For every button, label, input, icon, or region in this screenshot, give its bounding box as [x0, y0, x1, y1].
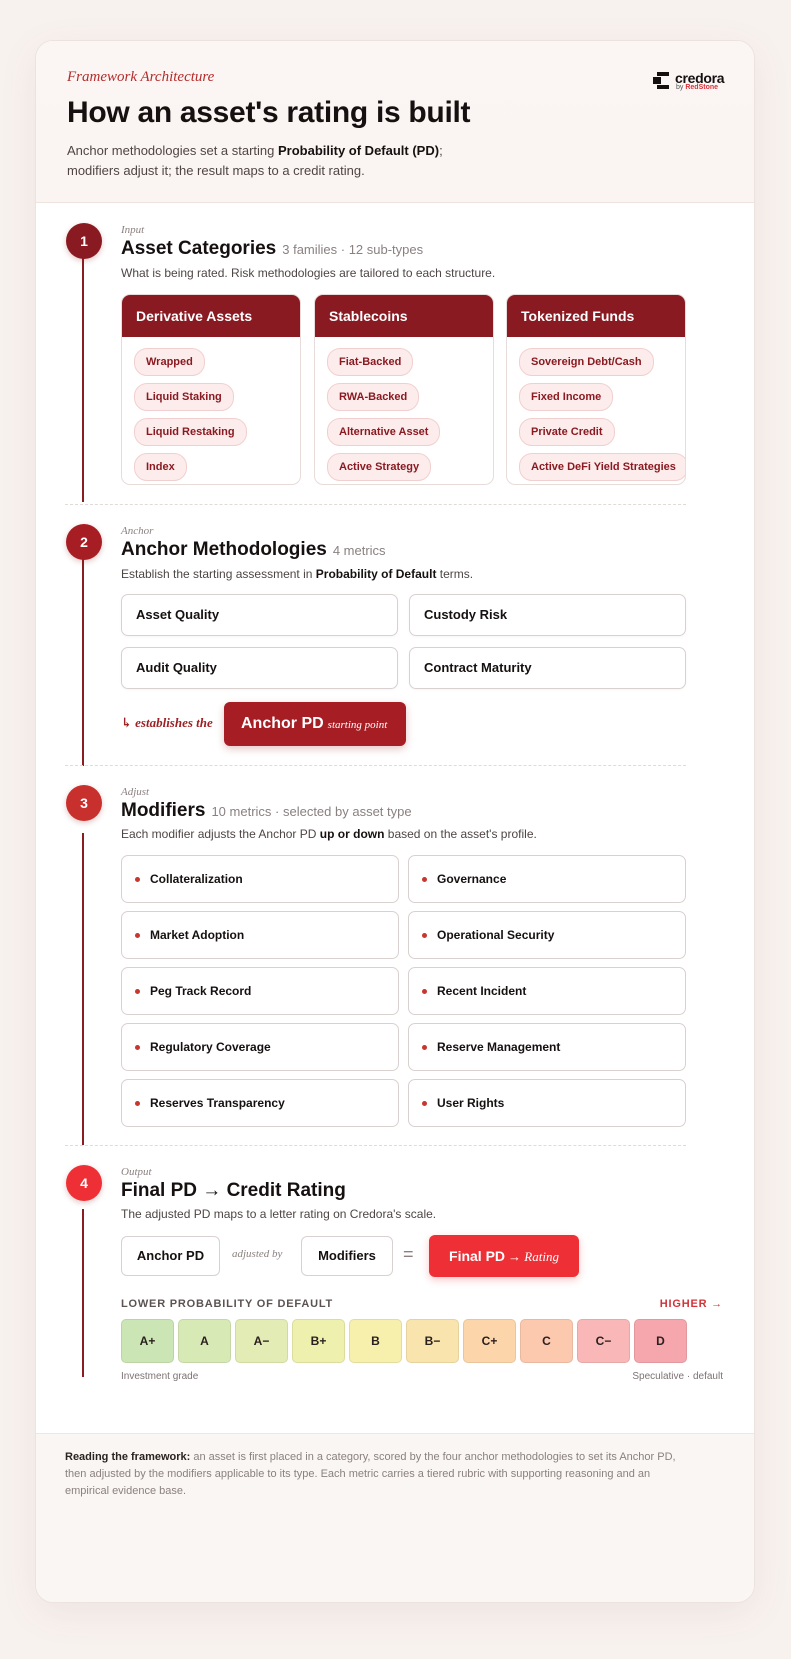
bullet-icon — [135, 877, 140, 882]
category-card-tokenized-funds — [506, 294, 686, 485]
scale-right-label: HIGHER → — [659, 1298, 723, 1310]
subtype-chip: Liquid Restaking — [134, 418, 247, 446]
bullet-icon — [135, 1101, 140, 1106]
modifier-item: User Rights — [408, 1079, 686, 1127]
methodology-contract-maturity: Contract Maturity — [409, 647, 686, 689]
equals-sign: = — [403, 1244, 414, 1264]
bullet-icon — [135, 1045, 140, 1050]
equation-adjusted-by: adjusted by — [232, 1248, 283, 1260]
step-description: The adjusted PD maps to a letter rating on Credora's scale. — [121, 1207, 437, 1221]
timeline-rail-2 — [82, 557, 84, 766]
rating-grade: B− — [406, 1319, 459, 1363]
step-description: What is being rated. Risk methodologies are tailored to each structure. — [121, 266, 496, 280]
eyebrow: Framework Architecture — [67, 69, 215, 85]
page-title: How an asset's rating is built — [67, 96, 471, 129]
rating-grade: B+ — [292, 1319, 345, 1363]
bullet-icon — [422, 933, 427, 938]
category-card-stablecoins — [314, 294, 494, 485]
subtype-chip: Liquid Staking — [134, 383, 234, 411]
step-label: Anchor — [121, 525, 154, 537]
logo-byline: by RedStone — [676, 84, 719, 91]
bullet-icon — [422, 989, 427, 994]
step-label: Input — [121, 224, 145, 236]
header — [36, 41, 754, 203]
modifier-item: Market Adoption — [121, 911, 399, 959]
credora-logo — [653, 71, 723, 93]
bullet-icon — [422, 1101, 427, 1106]
subtype-chip: Index — [134, 453, 187, 481]
category-title: Derivative Assets — [122, 295, 300, 337]
section-divider — [65, 765, 686, 766]
subtype-chip: Private Credit — [519, 418, 615, 446]
logo-wordmark: credora — [675, 70, 725, 86]
subtype-chip: Active Strategy — [327, 453, 431, 481]
category-title: Tokenized Funds — [507, 295, 685, 337]
rating-grade: C− — [577, 1319, 630, 1363]
methodology-audit-quality: Audit Quality — [121, 647, 398, 689]
step-number-2: 2 — [66, 524, 102, 560]
timeline-rail-1 — [82, 256, 84, 502]
section-divider — [65, 504, 686, 505]
equation-modifiers: Modifiers — [301, 1236, 393, 1276]
bullet-icon — [422, 1045, 427, 1050]
timeline-rail-3 — [82, 833, 84, 1145]
subtype-chip: Alternative Asset — [327, 418, 440, 446]
modifier-item: Reserve Management — [408, 1023, 686, 1071]
step-number-4: 4 — [66, 1165, 102, 1201]
rating-grade: B — [349, 1319, 402, 1363]
step-title: Modifiers 10 metrics · selected by asset type — [121, 800, 412, 821]
modifier-item: Regulatory Coverage — [121, 1023, 399, 1071]
scale-left-label: LOWER PROBABILITY OF DEFAULT — [121, 1298, 334, 1310]
modifier-item: Operational Security — [408, 911, 686, 959]
final-pd-badge: Final PD → Rating — [429, 1235, 579, 1277]
step-description: Each modifier adjusts the Anchor PD up or down based on the asset's profile. — [121, 827, 537, 841]
bullet-icon — [135, 989, 140, 994]
step-title: Anchor Methodologies 4 metrics — [121, 539, 386, 560]
intro-text: Anchor methodologies set a starting Probability of Default (PD); modifiers adjust it; the result maps to a credit rating. — [67, 143, 443, 178]
section-divider — [65, 1145, 686, 1146]
rating-grade: A+ — [121, 1319, 174, 1363]
rating-grade: C — [520, 1319, 573, 1363]
subtype-chip: RWA-Backed — [327, 383, 419, 411]
methodology-asset-quality: Asset Quality — [121, 594, 398, 636]
equation-anchor-pd: Anchor PD — [121, 1236, 220, 1276]
subtype-chip: Fiat-Backed — [327, 348, 413, 376]
modifier-item: Recent Incident — [408, 967, 686, 1015]
footer-text: Reading the framework: an asset is first placed in a category, scored by the four anchor methodologies to set its Anchor PD, then adjusted by the modifiers applicable to its type. Each metric carries a tiered rubric with supporting reasoning and an empirical evidence base. — [65, 1451, 676, 1497]
step-label: Output — [121, 1166, 152, 1178]
framework-card — [35, 40, 755, 1603]
rating-grade: A− — [235, 1319, 288, 1363]
subtype-chip: Active DeFi Yield Strategies — [519, 453, 686, 481]
methodology-custody-risk: Custody Risk — [409, 594, 686, 636]
scale-foot-right: Speculative · default — [632, 1371, 723, 1382]
step-description: Establish the starting assessment in Probability of Default terms. — [121, 567, 474, 581]
anchor-pd-badge: Anchor PD starting point — [224, 702, 406, 746]
modifier-item: Reserves Transparency — [121, 1079, 399, 1127]
modifier-item: Governance — [408, 855, 686, 903]
footer — [36, 1433, 754, 1603]
timeline-rail-4 — [82, 1209, 84, 1377]
step-label: Adjust — [121, 786, 150, 798]
modifier-item: Peg Track Record — [121, 967, 399, 1015]
category-title: Stablecoins — [315, 295, 493, 337]
subtype-chip: Fixed Income — [519, 383, 613, 411]
rating-grade: D — [634, 1319, 687, 1363]
credora-logo-icon — [653, 71, 673, 91]
subtype-chip: Wrapped — [134, 348, 205, 376]
step-title: Final PD → Credit Rating — [121, 1180, 346, 1201]
rating-grade: C+ — [463, 1319, 516, 1363]
scale-foot-left: Investment grade — [121, 1371, 199, 1382]
rating-grade: A — [178, 1319, 231, 1363]
modifier-item: Collateralization — [121, 855, 399, 903]
step-number-3: 3 — [66, 785, 102, 821]
category-card-derivative-assets — [121, 294, 301, 485]
step-number-1: 1 — [66, 223, 102, 259]
bullet-icon — [135, 933, 140, 938]
bullet-icon — [422, 877, 427, 882]
establishes-label: ↳ establishes the — [121, 715, 213, 730]
step-title: Asset Categories 3 families · 12 sub-types — [121, 238, 424, 259]
subtype-chip: Sovereign Debt/Cash — [519, 348, 654, 376]
